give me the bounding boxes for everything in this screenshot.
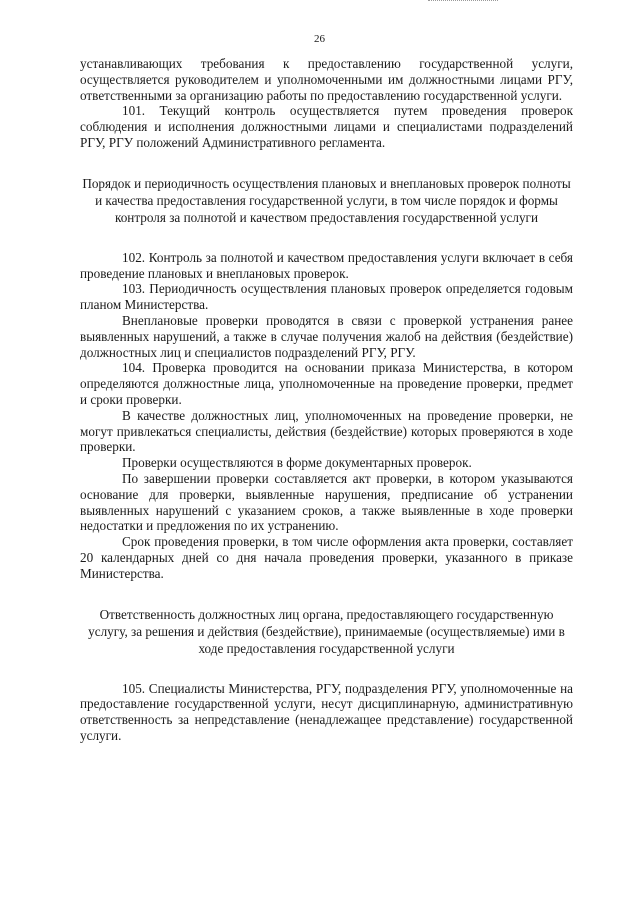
paragraph-102: 102. Контроль за полнотой и качеством предоставления услуги включает в себя проведение плановых и внеплановых проверок.	[80, 249, 573, 281]
paragraph-continuation: устанавливающих требования к предоставлению государственной услуги, осуществляется руководителем и уполномоченными им должностными лицами РГУ, ответственными за организацию работы по предоставлению государственной услуги.	[80, 56, 573, 103]
section-heading-inspections: Порядок и периодичность осуществления плановых и внеплановых проверок полноты и качества предоставления государственной услуги, в том числе порядок и формы контроля за полнотой и качеством предоставления государственной услуги	[82, 175, 571, 225]
paragraph-inspection-term: Срок проведения проверки, в том числе оформления акта проверки, составляет 20 календарных дней со дня начала проведения проверки, указанного в приказе Министерства.	[80, 534, 573, 581]
paragraph-inspecting-officials: В качестве должностных лиц, уполномоченных на проведение проверки, не могут привлекаться специалисты, действия (бездействие) которых проверяются в ходе проверки.	[80, 407, 573, 455]
paragraph-103: 103. Периодичность осуществления плановых проверок определяется годовым планом Министерства.	[80, 281, 573, 313]
section-heading-responsibility: Ответственность должностных лиц органа, предоставляющего государственную услугу, за решения и действия (бездействие), принимаемые (осуществляемые) ими в ходе предоставления государственной услуги	[88, 606, 565, 656]
paragraph-104: 104. Проверка проводится на основании приказа Министерства, в котором определяются должностные лица, уполномоченные на проведение проверки, предмет и сроки проверки.	[80, 360, 573, 407]
paragraph-inspection-act: По завершении проверки составляется акт проверки, в котором указываются основание для проверки, выявленные нарушения, предписание об устранении выявленных нарушений с указанием сроков, а также выявленные в ходе проверки недостатки и предложения по их устранению.	[80, 470, 573, 534]
page-number: 26	[314, 33, 325, 45]
scan-artifact	[428, 0, 498, 3]
paragraph-105: 105. Специалисты Министерства, РГУ, подразделения РГУ, уполномоченные на предоставление государственной услуги, несут дисциплинарную, административную ответственность за непредставление (ненадлежащее представление) государственной услуги.	[80, 680, 573, 743]
document-body	[80, 56, 573, 744]
paragraph-inspection-form: Проверки осуществляются в форме документарных проверок.	[122, 455, 472, 471]
paragraph-unplanned-inspections: Внеплановые проверки проводятся в связи с проверкой устранения ранее выявленных нарушений, а также в случае получения жалоб на действия (бездействие) должностных лиц и специалистов подразделений РГУ, РГУ.	[80, 312, 573, 360]
paragraph-101: 101. Текущий контроль осуществляется путем проведения проверок соблюдения и исполнения должностными лицами и специалистами подразделений РГУ, РГУ положений Административного регламента.	[80, 103, 573, 150]
